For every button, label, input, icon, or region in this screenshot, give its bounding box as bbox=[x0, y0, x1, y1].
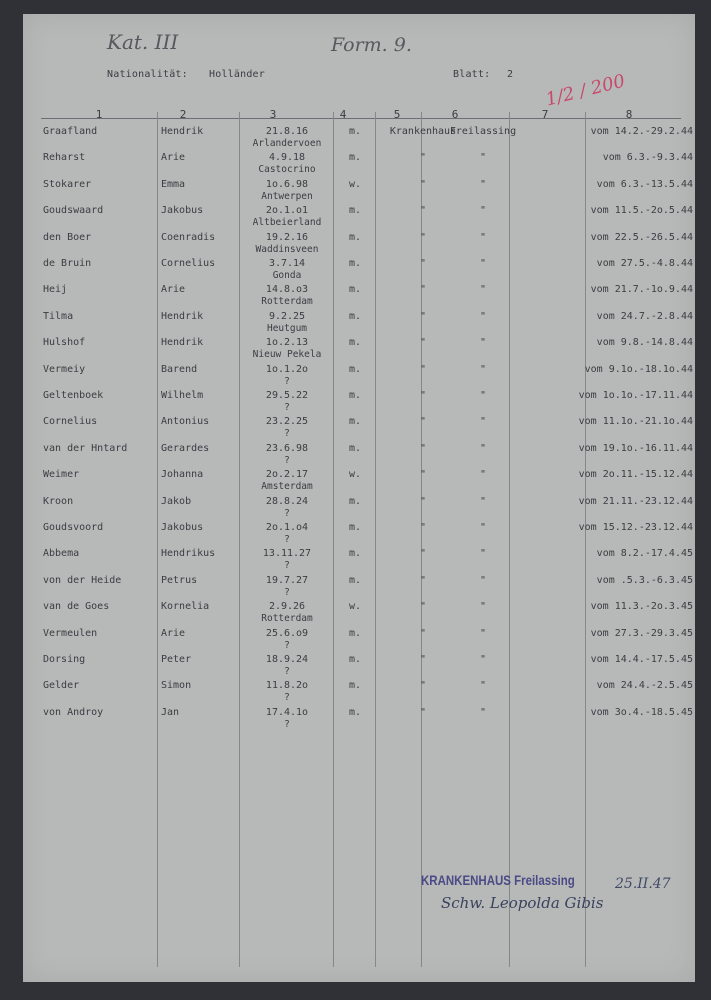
cell-col5: Krankenhaus bbox=[389, 126, 457, 137]
col-divider-1 bbox=[157, 112, 158, 967]
cell-firstname: Hendrik bbox=[161, 337, 204, 349]
cell-sex: w. bbox=[348, 469, 362, 481]
cell-firstname: Wilhelm bbox=[161, 390, 204, 401]
cell-period: vom 9.1o.-18.1o.44 bbox=[584, 363, 693, 375]
cell-place-below: Heutgum bbox=[266, 322, 308, 334]
cell-col6: " bbox=[479, 205, 487, 217]
cell-period: vom 11.5.-2o.5.44 bbox=[590, 205, 693, 217]
cell-col6: " bbox=[479, 231, 487, 243]
cell-place-below: Altbeierland bbox=[252, 217, 322, 229]
cell-col5: " bbox=[419, 654, 427, 665]
cell-firstname: Antonius bbox=[161, 416, 210, 428]
cell-col5: " bbox=[419, 231, 427, 243]
cell-sex: m. bbox=[348, 152, 362, 164]
column-number-5: 5 bbox=[393, 108, 401, 121]
cell-surname: Goudsvoord bbox=[43, 522, 104, 533]
cell-period: vom 15.12.-23.12.44 bbox=[578, 522, 693, 533]
cell-birth: 14.8.o3 bbox=[265, 284, 309, 296]
cell-period: vom 6.3.-13.5.44 bbox=[596, 178, 693, 190]
cell-sex: m. bbox=[348, 574, 362, 586]
cell-place-below: Amsterdam bbox=[261, 481, 313, 493]
cell-sex: m. bbox=[348, 126, 362, 137]
cell-place-below: ? bbox=[284, 560, 290, 572]
cell-surname: Hulshof bbox=[43, 337, 86, 349]
cell-col5: " bbox=[419, 601, 427, 613]
cell-birth: 3.7.14 bbox=[268, 258, 306, 269]
cell-place-below: Arlandervoen bbox=[252, 138, 322, 149]
cell-period: vom 14.4.-17.5.45 bbox=[590, 654, 693, 665]
cell-col6: " bbox=[479, 152, 487, 164]
cell-surname: Graafland bbox=[43, 126, 98, 137]
cell-period: vom 14.2.-29.2.44 bbox=[590, 126, 693, 137]
cell-surname: Vermeiy bbox=[43, 363, 86, 375]
cell-col5: " bbox=[419, 574, 427, 586]
nationality-value: Holländer bbox=[209, 69, 265, 80]
cell-period: vom 9.8.-14.8.44 bbox=[596, 337, 693, 349]
cell-sex: m. bbox=[348, 310, 362, 322]
cell-col5: " bbox=[419, 337, 427, 349]
cell-period: vom 8.2.-17.4.45 bbox=[596, 548, 693, 560]
cell-col5: " bbox=[419, 363, 427, 375]
cell-col5: " bbox=[419, 442, 427, 454]
cell-col6: " bbox=[479, 337, 487, 349]
cell-sex: m. bbox=[348, 495, 362, 507]
cell-period: vom 1o.1o.-17.11.44 bbox=[578, 390, 693, 401]
cell-surname: den Boer bbox=[43, 231, 92, 243]
cell-firstname: Hendrikus bbox=[161, 548, 216, 560]
cell-col5: " bbox=[419, 152, 427, 164]
cell-firstname: Hendrik bbox=[161, 126, 204, 137]
cell-birth: 18.9.24 bbox=[265, 654, 309, 665]
cell-col5: " bbox=[419, 469, 427, 481]
cell-col5: " bbox=[419, 495, 427, 507]
cell-birth: 25.6.o9 bbox=[265, 627, 309, 639]
cell-firstname: Emma bbox=[161, 178, 186, 190]
cell-sex: m. bbox=[348, 548, 362, 560]
cell-sex: w. bbox=[348, 178, 362, 190]
cell-sex: m. bbox=[348, 416, 362, 428]
cell-col5: " bbox=[419, 178, 427, 190]
cell-col6: " bbox=[479, 627, 487, 639]
cell-place-below: Antwerpen bbox=[261, 190, 313, 202]
cell-col5: " bbox=[419, 706, 427, 718]
cell-place-below: Rotterdam bbox=[261, 613, 313, 625]
cell-period: vom 6.3.-9.3.44 bbox=[602, 152, 693, 164]
sheet-value: 2 bbox=[507, 69, 514, 80]
cell-surname: Kroon bbox=[43, 495, 74, 507]
cell-sex: m. bbox=[348, 654, 362, 665]
column-number-6: 6 bbox=[451, 108, 459, 121]
cell-col5: " bbox=[419, 627, 427, 639]
cell-firstname: Simon bbox=[161, 680, 192, 692]
form-handwritten: Form. 9. bbox=[331, 34, 412, 56]
cell-birth: 2.9.26 bbox=[268, 601, 306, 613]
cell-place-below: ? bbox=[284, 666, 290, 677]
cell-surname: Abbema bbox=[43, 548, 80, 560]
cell-firstname: Arie bbox=[161, 284, 186, 296]
column-number-2: 2 bbox=[179, 108, 187, 121]
cell-col5: " bbox=[419, 416, 427, 428]
column-number-4: 4 bbox=[339, 108, 347, 121]
cell-period: vom 11.1o.-21.1o.44 bbox=[578, 416, 693, 428]
cell-firstname: Cornelius bbox=[161, 258, 216, 269]
kat-handwritten: Kat. III bbox=[107, 30, 179, 54]
document-sheet bbox=[23, 14, 695, 982]
cell-sex: w. bbox=[348, 601, 362, 613]
cell-place-below: ? bbox=[284, 639, 290, 651]
cell-period: vom 21.7.-1o.9.44 bbox=[590, 284, 693, 296]
cell-firstname: Barend bbox=[161, 363, 198, 375]
cell-place-below: ? bbox=[284, 718, 290, 730]
cell-period: vom 2o.11.-15.12.44 bbox=[578, 469, 693, 481]
cell-period: vom 22.5.-26.5.44 bbox=[590, 231, 693, 243]
cell-firstname: Hendrik bbox=[161, 310, 204, 322]
cell-place-below: ? bbox=[284, 692, 290, 704]
cell-birth: 19.7.27 bbox=[265, 574, 309, 586]
col-divider-2 bbox=[239, 112, 240, 967]
cell-firstname: Jan bbox=[161, 706, 180, 718]
cell-birth: 11.8.2o bbox=[265, 680, 309, 692]
col-divider-3 bbox=[333, 112, 334, 967]
cell-period: vom 27.3.-29.3.45 bbox=[590, 627, 693, 639]
cell-col6: " bbox=[479, 363, 487, 375]
cell-col6: " bbox=[479, 258, 487, 269]
cell-surname: Dorsing bbox=[43, 654, 86, 665]
cell-col6: " bbox=[479, 469, 487, 481]
cell-birth: 1o.1.2o bbox=[265, 363, 309, 375]
cell-period: vom 3o.4.-18.5.45 bbox=[590, 706, 693, 718]
cell-sex: m. bbox=[348, 363, 362, 375]
cell-surname: Tilma bbox=[43, 310, 74, 322]
cell-col5: " bbox=[419, 310, 427, 322]
cell-period: vom 21.11.-23.12.44 bbox=[578, 495, 693, 507]
cell-place-below: Nieuw Pekela bbox=[252, 349, 322, 361]
cell-sex: m. bbox=[348, 522, 362, 533]
cell-place-below: Rotterdam bbox=[261, 296, 313, 308]
sheet-label: Blatt: bbox=[453, 69, 491, 80]
cell-period: vom 11.3.-2o.3.45 bbox=[590, 601, 693, 613]
cell-col5: " bbox=[419, 522, 427, 533]
cell-firstname: Gerardes bbox=[161, 442, 210, 454]
cell-birth: 17.4.1o bbox=[265, 706, 309, 718]
cell-sex: m. bbox=[348, 284, 362, 296]
cell-firstname: Jakobus bbox=[161, 205, 204, 217]
cell-firstname: Arie bbox=[161, 152, 186, 164]
cell-sex: m. bbox=[348, 205, 362, 217]
cell-col5: " bbox=[419, 390, 427, 401]
cell-firstname: Peter bbox=[161, 654, 192, 665]
cell-place-below: ? bbox=[284, 375, 290, 387]
cell-birth: 21.8.16 bbox=[265, 126, 309, 137]
cell-birth: 1o.2.13 bbox=[265, 337, 309, 349]
cell-sex: m. bbox=[348, 442, 362, 454]
cell-place-below: Gonda bbox=[272, 270, 302, 281]
cell-surname: Geltenboek bbox=[43, 390, 104, 401]
cell-place-below: Waddinsveen bbox=[255, 243, 319, 255]
column-number-1: 1 bbox=[95, 108, 103, 121]
cell-surname: Cornelius bbox=[43, 416, 98, 428]
cell-sex: m. bbox=[348, 627, 362, 639]
cell-col6: Freilassing bbox=[449, 126, 517, 137]
cell-col6: " bbox=[479, 310, 487, 322]
cell-surname: Goudswaard bbox=[43, 205, 104, 217]
cell-birth: 1o.6.98 bbox=[265, 178, 309, 190]
cell-sex: m. bbox=[348, 231, 362, 243]
cell-birth: 28.8.24 bbox=[265, 495, 309, 507]
cell-col6: " bbox=[479, 680, 487, 692]
cell-period: vom .5.3.-6.3.45 bbox=[596, 574, 693, 586]
cell-place-below: ? bbox=[284, 428, 290, 440]
cell-place-below: ? bbox=[284, 586, 290, 598]
cell-surname: Gelder bbox=[43, 680, 80, 692]
cell-surname: Stokarer bbox=[43, 178, 92, 190]
cell-place-below: ? bbox=[284, 534, 290, 545]
cell-period: vom 24.4.-2.5.45 bbox=[596, 680, 693, 692]
cell-surname: de Bruin bbox=[43, 258, 92, 269]
cell-firstname: Jakobus bbox=[161, 522, 204, 533]
signature: Schw. Leopolda Gibis bbox=[441, 894, 604, 912]
cell-surname: Reharst bbox=[43, 152, 86, 164]
cell-col6: " bbox=[479, 495, 487, 507]
cell-birth: 2o.2.17 bbox=[265, 469, 309, 481]
column-number-7: 7 bbox=[541, 108, 549, 121]
cell-birth: 19.2.16 bbox=[265, 231, 309, 243]
cell-birth: 13.11.27 bbox=[262, 548, 312, 560]
cell-period: vom 24.7.-2.8.44 bbox=[596, 310, 693, 322]
cell-surname: Weimer bbox=[43, 469, 80, 481]
cell-sex: m. bbox=[348, 390, 362, 401]
cell-col6: " bbox=[479, 574, 487, 586]
cell-place-below: Castocrino bbox=[258, 164, 316, 176]
stamp-date: 25.II.47 bbox=[615, 876, 671, 892]
cell-col6: " bbox=[479, 654, 487, 665]
cell-col6: " bbox=[479, 522, 487, 533]
cell-surname: van der Hntard bbox=[43, 442, 128, 454]
cell-col6: " bbox=[479, 442, 487, 454]
cell-col6: " bbox=[479, 416, 487, 428]
column-number-8: 8 bbox=[625, 108, 633, 121]
cell-col6: " bbox=[479, 284, 487, 296]
cell-col5: " bbox=[419, 680, 427, 692]
cell-sex: m. bbox=[348, 680, 362, 692]
cell-col6: " bbox=[479, 601, 487, 613]
hospital-stamp: KRANKENHAUS Freilassing bbox=[421, 872, 575, 888]
cell-col6: " bbox=[479, 548, 487, 560]
cell-birth: 23.6.98 bbox=[265, 442, 309, 454]
cell-surname: Vermeulen bbox=[43, 627, 98, 639]
cell-firstname: Jakob bbox=[161, 495, 192, 507]
red-handwritten-mark: 1/2 / 200 bbox=[543, 70, 628, 111]
cell-col6: " bbox=[479, 390, 487, 401]
cell-col5: " bbox=[419, 284, 427, 296]
cell-birth: 2o.1.o4 bbox=[265, 522, 309, 533]
cell-place-below: ? bbox=[284, 507, 290, 519]
cell-birth: 23.2.25 bbox=[265, 416, 309, 428]
cell-surname: van de Goes bbox=[43, 601, 110, 613]
cell-firstname: Arie bbox=[161, 627, 186, 639]
cell-period: vom 19.1o.-16.11.44 bbox=[578, 442, 693, 454]
cell-birth: 2o.1.o1 bbox=[265, 205, 309, 217]
cell-col5: " bbox=[419, 548, 427, 560]
cell-surname: von Androy bbox=[43, 706, 104, 718]
cell-sex: m. bbox=[348, 337, 362, 349]
column-number-3: 3 bbox=[269, 108, 277, 121]
cell-col6: " bbox=[479, 706, 487, 718]
cell-firstname: Kornelia bbox=[161, 601, 210, 613]
cell-birth: 4.9.18 bbox=[268, 152, 306, 164]
cell-surname: Heij bbox=[43, 284, 68, 296]
cell-period: vom 27.5.-4.8.44 bbox=[596, 258, 693, 269]
cell-sex: m. bbox=[348, 706, 362, 718]
cell-col6: " bbox=[479, 178, 487, 190]
cell-col5: " bbox=[419, 205, 427, 217]
cell-firstname: Petrus bbox=[161, 574, 198, 586]
cell-birth: 29.5.22 bbox=[265, 390, 309, 401]
cell-birth: 9.2.25 bbox=[268, 310, 306, 322]
cell-surname: von der Heide bbox=[43, 574, 122, 586]
cell-firstname: Johanna bbox=[161, 469, 204, 481]
cell-col5: " bbox=[419, 258, 427, 269]
cell-place-below: ? bbox=[284, 402, 290, 413]
cell-place-below: ? bbox=[284, 454, 290, 466]
cell-firstname: Coenradis bbox=[161, 231, 216, 243]
nationality-label: Nationalität: bbox=[107, 69, 188, 80]
cell-sex: m. bbox=[348, 258, 362, 269]
